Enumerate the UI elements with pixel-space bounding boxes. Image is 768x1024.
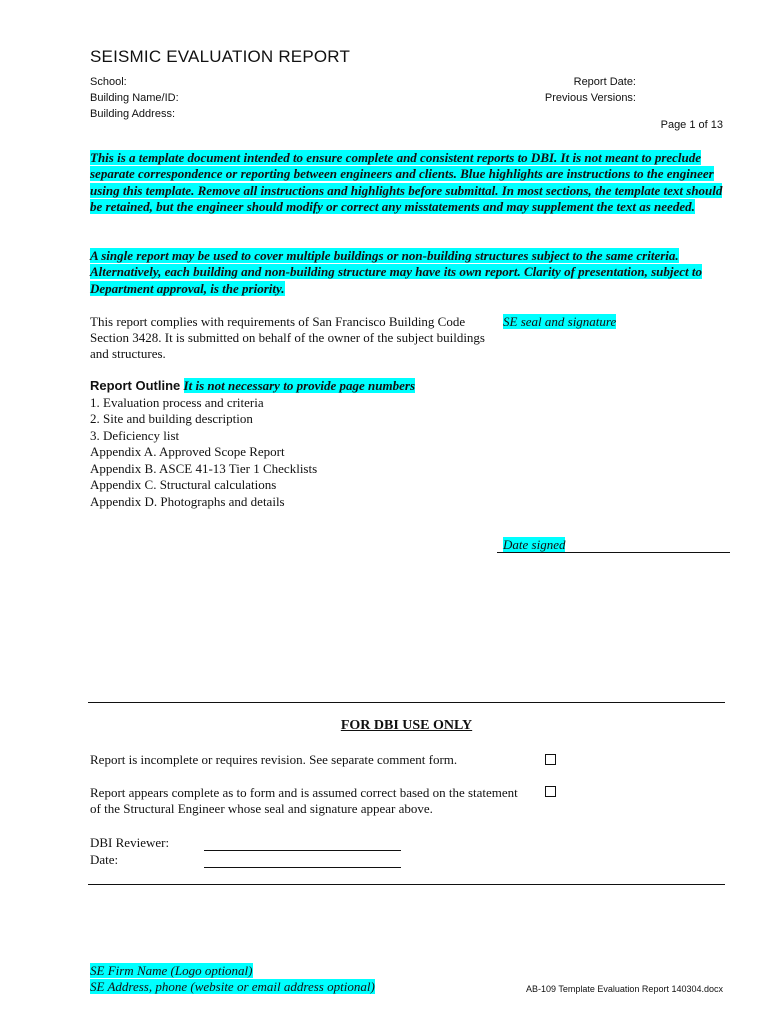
- outline-item: Appendix B. ASCE 41-13 Tier 1 Checklists: [90, 460, 318, 476]
- dbi-reviewer-field[interactable]: [204, 850, 401, 851]
- seal-signature-text: SE seal and signature: [503, 314, 617, 329]
- instruction-text-2: A single report may be used to cover multiple buildings or non-building structures subject to the same criteria. Alternatively, each building and non-building structure may have its own report. Clarity of presentation, subject to Department approval, is the priority.: [90, 248, 703, 296]
- document-title: SEISMIC EVALUATION REPORT: [90, 47, 351, 66]
- dbi-use-only-heading: FOR DBI USE ONLY: [340, 718, 473, 733]
- outline-note: It is not necessary to provide page numbers: [183, 378, 416, 393]
- date-signed-text: Date signed: [503, 537, 566, 552]
- previous-versions-label: Previous Versions:: [544, 92, 636, 104]
- dbi-incomplete-statement: Report is incomplete or requires revision. See separate comment form.: [90, 752, 458, 767]
- compliance-statement: This report complies with requirements of San Francisco Building Code Section 3428. It is submitted on behalf of the owner of the subject buildings and structures.: [90, 314, 485, 361]
- report-outline: [90, 378, 415, 510]
- outline-item: Appendix D. Photographs and details: [90, 493, 285, 509]
- date-signed-note: [503, 537, 565, 553]
- header-left-fields: [90, 74, 179, 122]
- instruction-paragraph-1: [90, 150, 730, 215]
- seal-signature-note: [503, 314, 616, 330]
- firm-name: SE Firm Name (Logo optional): [90, 963, 253, 978]
- dbi-section-bottom-rule: [88, 884, 725, 885]
- footer-firm-info: [90, 963, 375, 995]
- outline-title: Report Outline: [90, 378, 181, 393]
- dbi-date-label: Date:: [90, 852, 119, 867]
- outline-item: 2. Site and building description: [90, 411, 253, 426]
- header-right-fields: [542, 74, 636, 106]
- building-name-label: Building Name/ID:: [90, 92, 179, 104]
- dbi-reviewer-label: DBI Reviewer:: [90, 835, 170, 850]
- report-date-label: Report Date:: [573, 76, 636, 88]
- incomplete-checkbox[interactable]: [545, 754, 556, 765]
- instruction-text-1: This is a template document intended to ensure complete and consistent reports to DBI. It is not meant to preclude separate correspondence or reporting between engineers and clients. Blue highlights are instructions to the engineer using this template. Remove all instructions and highlights before submittal. In most sections, the template text should be retained, but the engineer should modify or correct any misstatements and may supplement the text as needed.: [90, 150, 723, 214]
- dbi-date-field[interactable]: [204, 867, 401, 868]
- reviewer-block: [90, 834, 169, 868]
- outline-item: Appendix A. Approved Scope Report: [90, 444, 285, 459]
- school-label: School:: [90, 76, 127, 88]
- outline-item: Appendix C. Structural calculations: [90, 477, 277, 492]
- complete-checkbox[interactable]: [545, 786, 556, 797]
- dbi-complete-statement: Report appears complete as to form and is assumed correct based on the statement of the Structural Engineer whose seal and signature appear above.: [90, 785, 518, 816]
- building-address-label: Building Address:: [90, 108, 175, 120]
- page-number: Page 1 of 13: [660, 119, 723, 131]
- outline-heading: [90, 378, 415, 395]
- dbi-section-top-rule: [88, 702, 725, 703]
- outline-item: 3. Deficiency list: [90, 427, 180, 443]
- instruction-paragraph-2: [90, 248, 730, 297]
- outline-item: 1. Evaluation process and criteria: [90, 394, 264, 410]
- firm-address: SE Address, phone (website or email address optional): [90, 979, 375, 994]
- footer-document-name: AB-109 Template Evaluation Report 140304.docx: [526, 984, 723, 994]
- date-signed-line: [497, 552, 730, 553]
